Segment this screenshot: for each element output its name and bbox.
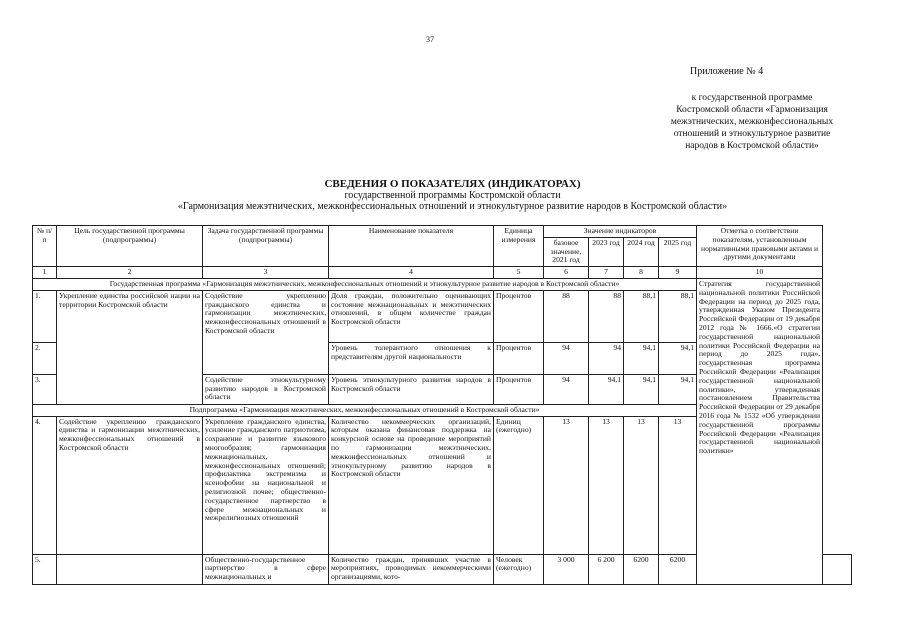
row-indicator: Уровень этнокультурного развития народов в Костромской области	[329, 374, 494, 404]
row-indicator: Количество граждан, принявших участие в мероприятиях, проводимых некоммерческими организациями, кото-	[329, 554, 494, 584]
row-unit: Человек (ежегодно)	[494, 554, 544, 584]
row-2025: 94,1	[659, 374, 697, 404]
document-title: СВЕДЕНИЯ О ПОКАЗАТЕЛЯХ (ИНДИКАТОРАХ)	[324, 178, 581, 190]
row-num: 1.	[33, 290, 57, 342]
row-indicator: Доля граждан, положительно оценивающих состояние межнациональных и межэтнических отношений, в общем количестве граждан Костромской области	[329, 290, 494, 342]
row-num: 5.	[33, 554, 57, 584]
row-2023: 6 200	[589, 554, 624, 584]
program-name: «Гармонизация межэтнических, межконфессиональных отношений и этнокультурное развитие народов в Костромской области»	[177, 201, 728, 212]
row-2025: 94,1	[659, 342, 697, 374]
row-task: Укрепление гражданского единства, усиление гражданского патриотизма, сохранение и развитие языкового многообразия; гармонизация межнациональных, межконфессиональных отношений; профилактика экстремизма и ксенофобии на национальной и религиозной почве; общественно-государственное партнерство в сфере межнациональных и межрелигиозных отношений	[203, 416, 329, 554]
row-unit: Единиц (ежегодно)	[494, 416, 544, 554]
header-note: Отметка о соответствии показателям, установленным нормативными правовыми актами и другими документами	[697, 226, 823, 267]
header-goal: Цель государственной программы (подпрограммы)	[57, 226, 203, 267]
document-subtitle: государственной программы Костромской области	[344, 190, 561, 201]
header-indicator: Наименование показателя	[329, 226, 494, 267]
column-number: 6	[544, 267, 589, 279]
header-row	[33, 226, 852, 238]
row-goal	[57, 554, 203, 584]
row-2023: 94,1	[589, 374, 624, 404]
appendix-ref-line: межэтнических, межконфессиональных	[670, 117, 834, 127]
row-2025: 13	[659, 416, 697, 554]
header-2025: 2025 год	[659, 237, 697, 266]
row-base: 3 000	[544, 554, 589, 584]
row-base: 94	[544, 342, 589, 374]
row-base: 13	[544, 416, 589, 554]
column-number: 5	[494, 267, 544, 279]
appendix-ref-line: Костромской области «Гармонизация	[676, 105, 828, 115]
row-indicator: Количество некоммерческих организаций, которым оказана финансовая поддержка на конкурсной основе на проведение мероприятий по гармонизации межэтнических, межконфессиональных отношений и этнокультурному развитию народов в Костромской области	[329, 416, 494, 554]
header-values-group: Значение индикаторов	[544, 226, 697, 238]
appendix-ref-line: отношений и этнокультурное развитие	[673, 129, 831, 139]
column-number: 7	[589, 267, 624, 279]
row-note	[823, 554, 852, 584]
appendix-title: Приложение № 4	[690, 66, 764, 77]
compliance-note: Стратегия государственной национальной политики Российской Федерации на период до 2025 года, утвержденная Указом Президента Российской Федерации от 19 декабря 2012 года № 1666.«О стратегии государственной национальной политики Российской Федерации на период до 2025 года», государственная программа Российской Федерации «Реализация государственной национальной политики», утвержденная постановлением Правительства Российской Федерации от 29 декабря 2016 года № 1532 «Об утверждении государственной программы Российской Федерации «Реализация государственной национальной политики»	[697, 278, 823, 584]
row-unit: Процентов	[494, 374, 544, 404]
column-number: 9	[659, 267, 697, 279]
row-2023: 88	[589, 290, 624, 342]
header-base: базовое значение, 2021 год	[544, 237, 589, 266]
row-indicator: Уровень толерантного отношения к представителям другой национальности	[329, 342, 494, 374]
indicators-table	[32, 225, 852, 585]
row-unit: Процентов	[494, 290, 544, 342]
column-number: 10	[697, 267, 823, 279]
column-number: 4	[329, 267, 494, 279]
row-task: Содействие укреплению гражданского единства и гармонизации межэтнических, межконфессиональных отношений в Костромской области	[203, 290, 329, 374]
column-number: 1	[33, 267, 57, 279]
column-number: 2	[57, 267, 203, 279]
document-heading	[0, 178, 905, 212]
appendix-ref-line: к государственной программе	[691, 93, 813, 103]
header-num: № п/п	[33, 226, 57, 267]
section-row	[33, 278, 852, 290]
appendix-ref-line: народов в Костромской области»	[685, 141, 819, 151]
header-task: Задача государственной программы (подпрограммы)	[203, 226, 329, 267]
row-num: 3.	[33, 374, 57, 404]
row-task: Содействие этнокультурному развитию народов в Костромской области	[203, 374, 329, 404]
row-2024: 88,1	[624, 290, 659, 342]
row-2023: 94	[589, 342, 624, 374]
page-number: 37	[426, 35, 434, 44]
column-number: 8	[624, 267, 659, 279]
row-2023: 13	[589, 416, 624, 554]
row-base: 94	[544, 374, 589, 404]
row-2024: 13	[624, 416, 659, 554]
row-goal: Содействие укреплению гражданского единства и гармонизации межэтнических, межконфессиональных отношений в Костромской области	[57, 416, 203, 554]
row-base: 88	[544, 290, 589, 342]
row-num: 4.	[33, 416, 57, 554]
row-2024: 94,1	[624, 342, 659, 374]
row-num: 2.	[33, 342, 57, 374]
column-number: 3	[203, 267, 329, 279]
section-subprogram: Подпрограмма «Гармонизация межэтнических, межконфессиональных отношений в Костромской области»	[33, 404, 697, 416]
section-program: Государственная программа «Гармонизация межэтнических, межконфессиональных отношений и этнокультурное развитие народов в Костромской области»	[33, 278, 697, 290]
header-unit: Единица измерения	[494, 226, 544, 267]
header-2024: 2024 год	[624, 237, 659, 266]
row-2025: 88,1	[659, 290, 697, 342]
row-2024: 94,1	[624, 374, 659, 404]
row-unit: Процентов	[494, 342, 544, 374]
row-2024: 6200	[624, 554, 659, 584]
row-task: Общественно-государственное партнерство в сфере межнациональных и	[203, 554, 329, 584]
row-goal: Укрепление единства российской нации на территории Костромской области	[57, 290, 203, 404]
column-number-row	[33, 267, 852, 279]
row-2025: 6200	[659, 554, 697, 584]
appendix-reference	[632, 92, 872, 152]
header-2023: 2023 год	[589, 237, 624, 266]
